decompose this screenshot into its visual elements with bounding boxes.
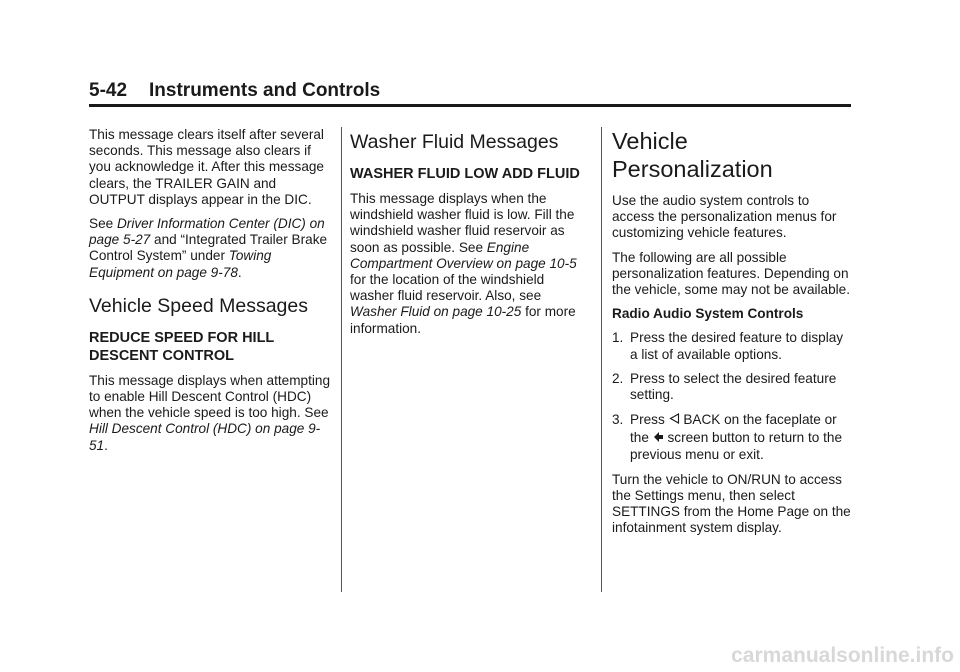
column-1 xyxy=(89,127,333,462)
step-number: 1. xyxy=(612,330,624,346)
radio-controls-subheading: Radio Audio System Controls xyxy=(612,306,804,322)
list-item xyxy=(612,371,852,403)
column-3 xyxy=(612,127,852,545)
step-text-press: Press xyxy=(630,412,665,428)
reduce-speed-heading: REDUCE SPEED FOR HILL DESCENT CONTROL xyxy=(89,329,275,364)
vehicle-personalization-heading: Vehicle Personalization xyxy=(612,128,773,182)
audio-controls-paragraph: Use the audio system controls to access the personalization menus for customizing vehicle features. xyxy=(612,193,837,241)
washer-fluid-heading: Washer Fluid Messages xyxy=(350,131,559,153)
page-header xyxy=(89,80,380,102)
settings-paragraph: Turn the vehicle to ON/RUN to access the Settings menu, then select SETTINGS from the Home Page on the infotainment system display. xyxy=(612,471,851,536)
hdc-page-ref: Hill Descent Control (HDC) on page 9-51 xyxy=(89,421,321,453)
page-number: 5-42 xyxy=(89,80,128,101)
list-item xyxy=(612,330,852,362)
washer-fluid-paragraph xyxy=(350,191,590,337)
period: . xyxy=(104,437,108,453)
washer-fluid-low-heading: WASHER FLUID LOW ADD FLUID xyxy=(350,166,580,182)
back-arrow-icon xyxy=(653,431,664,443)
features-paragraph: The following are all possible personalization features. Depending on the vehicle, some may not be available. xyxy=(612,249,851,298)
see-reference-paragraph xyxy=(89,216,333,281)
step-text-return: screen button to return to the previous menu or exit. xyxy=(630,429,843,463)
list-item xyxy=(612,411,852,464)
hdc-paragraph xyxy=(89,373,333,454)
see-text: See xyxy=(89,216,114,232)
step-number: 3. xyxy=(612,412,624,428)
step-text: Press to select the desired feature setting. xyxy=(630,370,837,403)
column-divider-2 xyxy=(601,127,602,592)
vehicle-speed-heading: Vehicle Speed Messages xyxy=(89,294,308,317)
section-title: Instruments and Controls xyxy=(149,80,381,101)
period: . xyxy=(237,264,242,280)
watermark: carmanualsonline.info xyxy=(731,644,954,667)
trailer-brake-text: and “Integrated Trailer Brake Control System” under xyxy=(89,232,328,264)
washer-fluid-ref: Washer Fluid on page 10-25 xyxy=(350,304,522,320)
washer-text: This message displays when the windshield washer fluid is low. Fill the windshield washer fluid reservoir as soon as possible. See xyxy=(350,191,575,255)
hdc-text: This message displays when attempting to enable Hill Descent Control (HDC) when the vehicle speed is too high. See xyxy=(89,372,331,421)
back-circle-icon xyxy=(669,413,680,424)
step-number: 2. xyxy=(612,370,624,386)
more-info-text: for more information. xyxy=(350,304,576,336)
trailer-gain-paragraph: This message clears itself after several seconds. This message also clears if you acknowledge it. After this message clears, the TRAILER GAIN and OUTPUT displays appear in the DIC. xyxy=(89,127,324,207)
steps-list xyxy=(612,330,852,463)
step-text: Press the desired feature to display a list of available options. xyxy=(630,330,844,362)
step-text-back: BACK on the faceplate or the xyxy=(630,412,837,445)
column-2 xyxy=(350,127,590,345)
dic-page-ref: Driver Information Center (DIC) on page 5-27 xyxy=(89,216,325,248)
reservoir-text: for the location of the windshield washer fluid reservoir. Also, see xyxy=(350,272,545,304)
column-divider-1 xyxy=(341,127,342,592)
towing-page-ref: Towing Equipment on page 9-78 xyxy=(89,248,272,280)
engine-compartment-ref: Engine Compartment Overview on page 10-5 xyxy=(350,239,577,271)
header-rule xyxy=(89,104,851,107)
